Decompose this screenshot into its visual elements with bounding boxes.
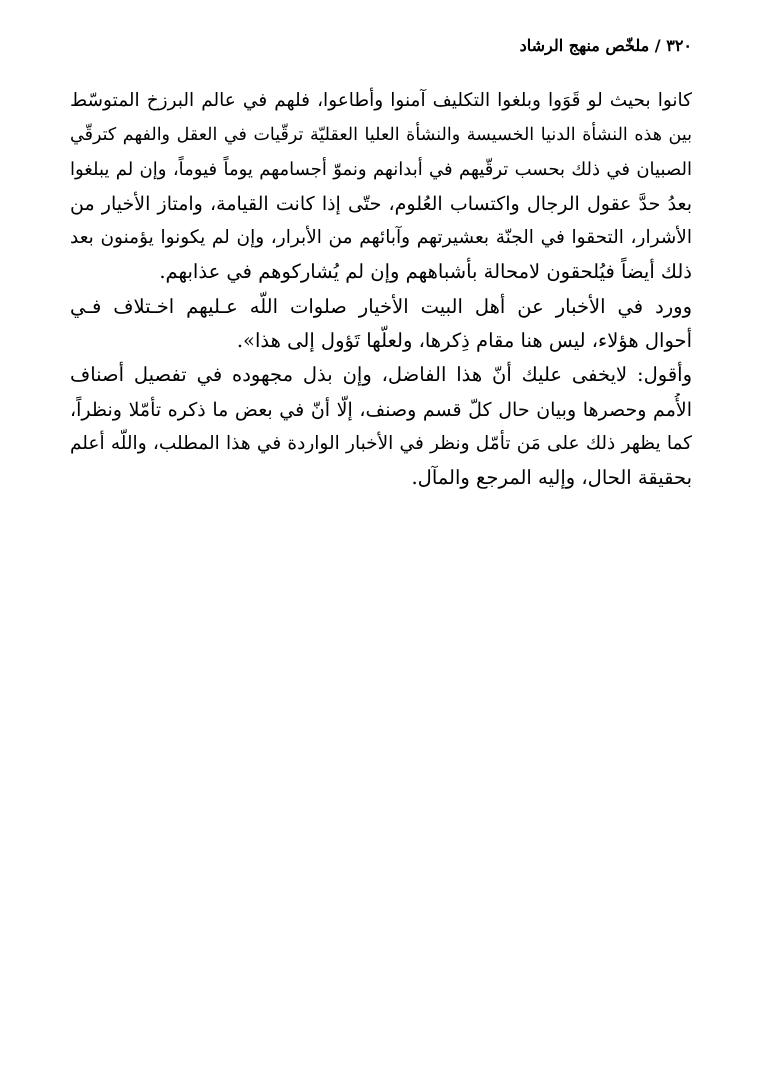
text-line: وورد في الأخبار عن أهل البيت الأخيار صلوات اللّه عـليهم اخـتلاف فـي (70, 294, 692, 318)
running-header (70, 34, 692, 58)
body-text (70, 84, 692, 496)
text-line: ذلك أيضاً فيُلحقون لامحالة بأشباههم وإن لم يُشاركوهم في عذابهم. (159, 260, 692, 284)
text-line: بحقيقة الحال، وإليه المرجع والمآل. (411, 466, 692, 490)
text-line: الأُمم وحصرها وبيان حال كلّ قسم وصنف، إلّا أنّ في بعض ما ذكره تأمّلا ونظراً، (70, 398, 692, 421)
header-separator: / (654, 36, 661, 55)
text-line: الأشرار، التحقوا في الجنّة بعشيرتهم وآبائهم من الأبرار، وإن لم يكونوا يؤمنون بعد (70, 227, 692, 249)
text-line: وأقول: لايخفى عليك أنّ هذا الفاضل، وإن بذل مجهوده في تفصيل أصناف (70, 363, 692, 387)
text-line: أحوال هؤلاء، ليس هنا مقام ذِكرها، ولعلّها تَؤول إلى هذا». (236, 329, 692, 353)
book-title: ملخّص منهج الرشاد (519, 36, 650, 55)
text-line: الصبيان في ذلك بحسب ترقّيهم في أبدانهم ونموّ أجسامهم يوماً فيوماً، وإن لم يبلغوا (70, 158, 692, 180)
page-number: ٣٢٠ (666, 36, 692, 55)
text-line: بين هذه النشأة الدنيا الخسيسة والنشأة العليا العقليّة ترقّيات في العقل والفهم كترقّي (70, 125, 692, 146)
text-line: كما يظهر ذلك على مَن تأمّل ونظر في الأخبار الواردة في هذا المطلب، واللّه أعلم (70, 432, 692, 454)
text-line: كانوا بحيث لو قَوَوا وبلغوا التكليف آمنوا وأطاعوا، فلهم في عالم البرزخ المتوسّط (70, 90, 692, 111)
text-line: بعدُ حدَّ عقول الرجال واكتساب العُلوم، حتّى إذا كانت القيامة، وامتاز الأخيار من (70, 192, 692, 215)
